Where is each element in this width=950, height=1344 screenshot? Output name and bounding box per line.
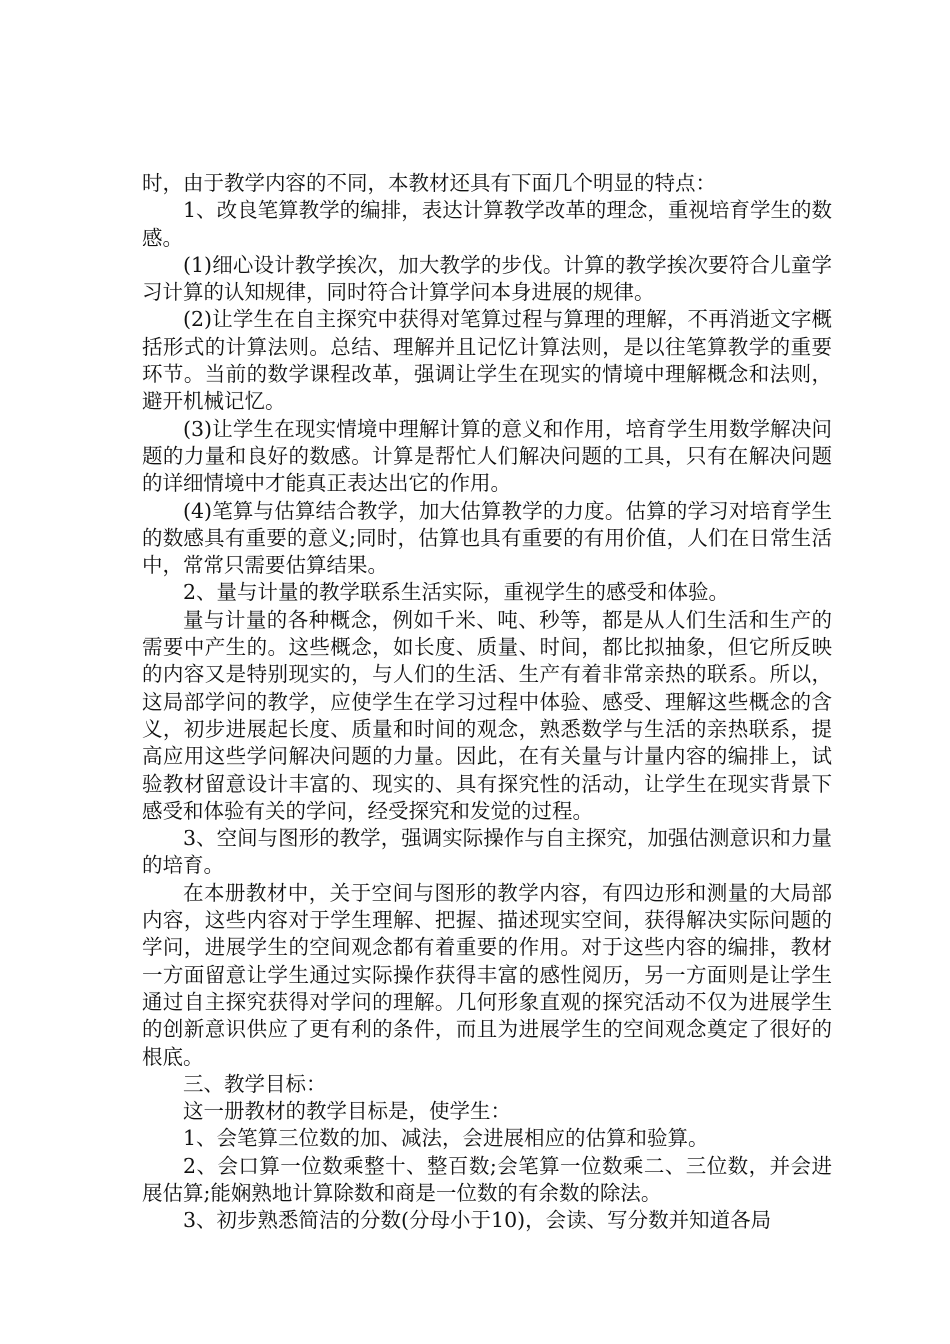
paragraph-feature-1-item-2: (2)让学生在自主探究中获得对笔算过程与算理的理解，不再消逝文字概括形式的计算法则。总结、理解并且记忆计算法则，是以往笔算教学的重要环节。当前的数学课程改革，强调让学生在现实的情境中理解概念和法则，避开机械记忆。 — [142, 307, 832, 414]
paragraph-feature-3-body: 在本册教材中，关于空间与图形的教学内容，有四边形和测量的大局部内容，这些内容对于学生理解、把握、描述现实空间，获得解决实际问题的学问，进展学生的空间观念都有着重要的作用。对于这些内容的编排，教材一方面留意让学生通过实际操作获得丰富的感性阅历，另一方面则是让学生通过自主探究获得对学问的理解。几何形象直观的探究活动不仅为进展学生的创新意识供应了更有利的条件，而且为进展学生的空间观念奠定了很好的根底。 — [142, 880, 832, 1069]
paragraph-feature-2: 2、量与计量的教学联系生活实际，重视学生的感受和体验。 — [183, 580, 730, 605]
paragraph-goal-2: 2、会口算一位数乘整十、整百数;会笔算一位数乘二、三位数，并会进展估算;能娴熟地计算除数和商是一位数的有余数的除法。 — [142, 1153, 832, 1205]
paragraph-goal-3: 3、初步熟悉简洁的分数(分母小于10)，会读、写分数并知道各局 — [183, 1208, 772, 1233]
paragraph-continuation: 时，由于教学内容的不同，本教材还具有下面几个明显的特点： — [142, 171, 716, 195]
paragraph-feature-1-item-4: (4)笔算与估算结合教学，加大估算教学的力度。估算的学习对培育学生的数感具有重要的意义;同时，估算也具有重要的有用价值，人们在日常生活中，常常只需要估算结果。 — [142, 498, 832, 578]
paragraph-feature-2-body: 量与计量的各种概念，例如千米、吨、秒等，都是从人们生活和生产的需要中产生的。这些概念，如长度、质量、时间，都比拟抽象，但它所反映的内容又是特别现实的，与人们的生活、生产有着非常亲热的联系。所以，这局部学问的教学，应使学生在学习过程中体验、感受、理解这些概念的含义，初步进展起长度、质量和时间的观念，熟悉数学与生活的亲热联系，提高应用这些学问解决问题的力量。因此，在有关量与计量内容的编排上，试验教材留意设计丰富的、现实的、具有探究性的活动，让学生在现实背景下感受和体验有关的学问，经受探究和发觉的过程。 — [142, 607, 832, 823]
paragraph-feature-1-item-3: (3)让学生在现实情境中理解计算的意义和作用，培育学生用数学解决问题的力量和良好的数感。计算是帮忙人们解决问题的工具，只有在解决问题的详细情境中才能真正表达出它的作用。 — [142, 416, 832, 496]
paragraph-feature-3: 3、空间与图形的教学，强调实际操作与自主探究，加强估测意识和力量的培育。 — [142, 826, 832, 878]
paragraph-goals-intro: 这一册教材的教学目标是，使学生： — [183, 1099, 511, 1124]
paragraph-feature-1: 1、改良笔算教学的编排，表达计算教学改革的理念，重视培育学生的数感。 — [142, 198, 832, 250]
section-heading-goals: 三、教学目标： — [183, 1071, 327, 1096]
paragraph-goal-1: 1、会笔算三位数的加、减法，会进展相应的估算和验算。 — [183, 1126, 709, 1151]
body-text — [142, 170, 832, 1235]
paragraph-feature-1-item-1: (1)细心设计教学挨次，加大教学的步伐。计算的教学挨次要符合儿童学习计算的认知规律，同时符合计算学问本身进展的规律。 — [142, 252, 832, 305]
